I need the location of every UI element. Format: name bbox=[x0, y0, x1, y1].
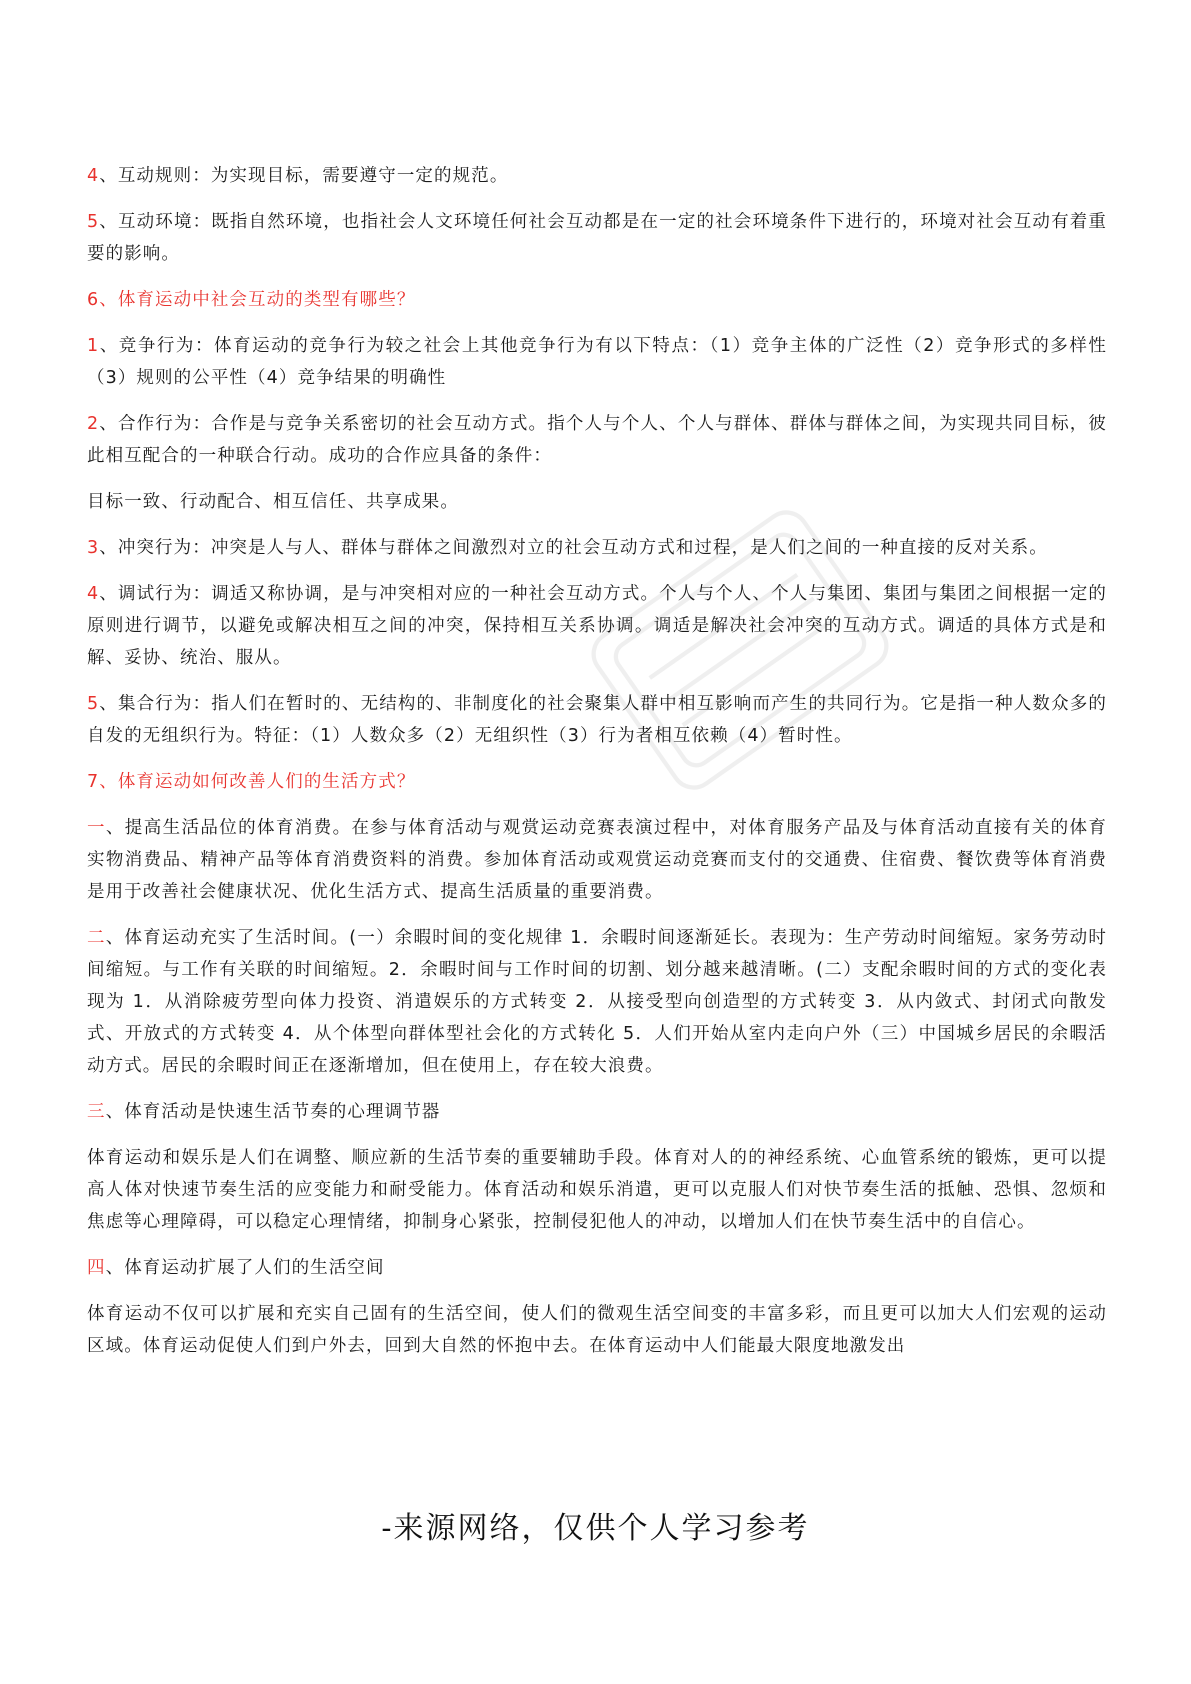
paragraph: 4、调试行为：调适又称协调，是与冲突相对应的一种社会互动方式。个人与个人、个人与集团、集团与集团之间根据一定的原则进行调节，以避免或解决相互之间的冲突，保持相互关系协调。调适是解决社会冲突的互动方式。调适的具体方式是和解、妥协、统治、服从。 bbox=[87, 584, 1107, 668]
paragraph: 一、提高生活品位的体育消费。在参与体育活动与观赏运动竞赛表演过程中，对体育服务产品及与体育活动直接有关的体育实物消费品、精神产品等体育消费资料的消费。参加体育活动或观赏运动竞赛而支付的交通费、住宿费、餐饮费等体育消费是用于改善社会健康状况、优化生活方式、提高生活质量的重要消费。 bbox=[87, 818, 1108, 902]
paragraph: 体育运动和娱乐是人们在调整、顺应新的生活节奏的重要辅助手段。体育对人的的神经系统、心血管系统的锻炼，更可以提高人体对快速节奏生活的应变能力和耐受能力。体育活动和娱乐消遣，更可以克服人们对快节奏生活的抵触、恐惧、忽烦和焦虑等心理障碍，可以稳定心理情绪，抑制身心紧张，控制侵犯他人的冲动，以增加人们在快节奏生活中的自信心。 bbox=[87, 1148, 1107, 1232]
paragraph: 2、合作行为：合作是与竞争关系密切的社会互动方式。指个人与个人、个人与群体、群体与群体之间，为实现共同目标，彼此相互配合的一种联合行动。成功的合作应具备的条件： bbox=[87, 414, 1107, 466]
section-heading: 7、体育运动如何改善人们的生活方式？ bbox=[87, 772, 416, 792]
page-footer: -来源网络，仅供个人学习参考 bbox=[381, 1511, 810, 1546]
paragraph: 4、互动规则：为实现目标，需要遵守一定的规范。 bbox=[87, 166, 509, 186]
paragraph: 二、体育运动充实了生活时间。(一）余暇时间的变化规律 1．余暇时间逐渐延长。表现为：生产劳动时间缩短。家务劳动时间缩短。与工作有关联的时间缩短。2．余暇时间与工作时间的切割、划分越来越清晰。(二）支配余暇时间的方式的变化表现为 1．从消除疲劳型向体力投资、消遣娱乐的方式转变 2．从接受型向创造型的方式转变 3．从内敛式、封闭式向散发式、开放式的方式转变 4．从个体型向群体型社会化的方式转化 5．人们开始从室内走向户外（三）中国城乡居民的余暇活动方式。居民的余暇时间正在逐渐增加，但在使用上，存在较大浪费。 bbox=[87, 928, 1107, 1076]
document-body bbox=[87, 160, 1107, 1376]
paragraph: 3、冲突行为：冲突是人与人、群体与群体之间激烈对立的社会互动方式和过程，是人们之间的一种直接的反对关系。 bbox=[87, 538, 1048, 558]
section-heading: 6、体育运动中社会互动的类型有哪些？ bbox=[87, 290, 416, 310]
paragraph: 目标一致、行动配合、相互信任、共享成果。 bbox=[87, 492, 459, 512]
paragraph: 5、互动环境：既指自然环境，也指社会人文环境任何社会互动都是在一定的社会环境条件下进行的，环境对社会互动有着重要的影响。 bbox=[87, 212, 1107, 264]
paragraph: 四、体育运动扩展了人们的生活空间 bbox=[87, 1258, 385, 1278]
paragraph: 5、集合行为：指人们在暂时的、无结构的、非制度化的社会聚集人群中相互影响而产生的共同行为。它是指一种人数众多的自发的无组织行为。特征：（1）人数众多（2）无组织性（3）行为者相互依赖（4）暂时性。 bbox=[87, 694, 1107, 746]
paragraph: 1、竞争行为：体育运动的竞争行为较之社会上其他竞争行为有以下特点：（1）竞争主体的广泛性（2）竞争形式的多样性（3）规则的公平性（4）竞争结果的明确性 bbox=[87, 336, 1107, 388]
paragraph: 三、体育活动是快速生活节奏的心理调节器 bbox=[87, 1102, 441, 1122]
paragraph: 体育运动不仅可以扩展和充实自己固有的生活空间，使人们的微观生活空间变的丰富多彩，而且更可以加大人们宏观的运动区域。体育运动促使人们到户外去，回到大自然的怀抱中去。在体育运动中人们能最大限度地激发出 bbox=[87, 1304, 1107, 1356]
